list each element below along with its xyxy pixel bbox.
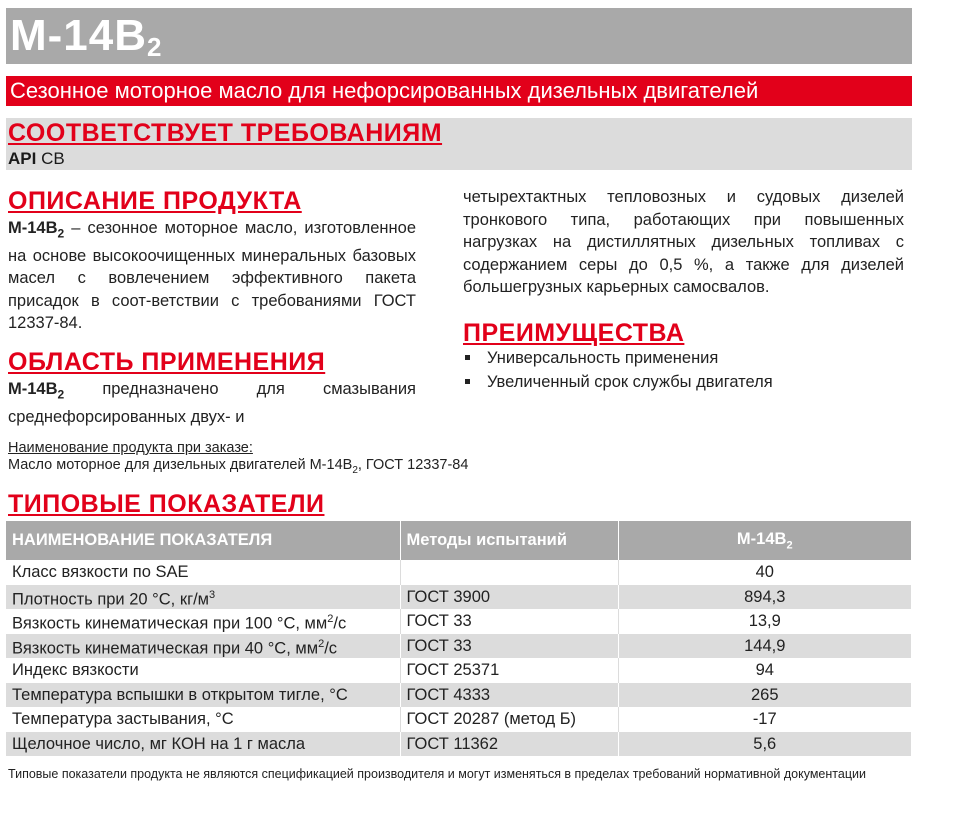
table-row [6, 585, 911, 610]
row-value: 5,6 [618, 732, 911, 757]
column-header-method: Методы испытаний [400, 521, 618, 560]
column-header-value: $М-14В_2$ [618, 521, 911, 560]
row-method [400, 560, 618, 585]
row-name: Температура застывания, °С [6, 707, 400, 732]
row-name: Класс вязкости по SAE [6, 560, 400, 585]
table-row [6, 609, 911, 634]
row-name: Индекс вязкости [6, 658, 400, 683]
table-row [6, 658, 911, 683]
advantages-heading: ПРЕИМУЩЕСТВА [463, 319, 685, 347]
row-name: Плотность при 20 °С, $кг/м^3$ [6, 585, 400, 610]
standard-prefix: API [8, 149, 37, 168]
product-subtitle: Сезонное моторное масло для нефорсированных дизельных двигателей [10, 78, 759, 103]
column-header-name: НАИМЕНОВАНИЕ ПОКАЗАТЕЛЯ [6, 521, 400, 560]
row-value: 144,9 [618, 634, 911, 659]
table-row [6, 732, 911, 757]
typical-heading: ТИПОВЫЕ ПОКАЗАТЕЛИ [8, 490, 325, 518]
row-method: ГОСТ 33 [400, 609, 618, 634]
application-text-left: $М-14В_2$ предназначено для смазывания среднефорсированных двух- и [8, 380, 416, 426]
row-value: 40 [618, 560, 911, 585]
row-method: ГОСТ 4333 [400, 683, 618, 708]
row-value: 265 [618, 683, 911, 708]
compliance-heading: СООТВЕТСТВУЕТ ТРЕБОВАНИЯМ [8, 119, 443, 147]
specs-table [6, 521, 911, 756]
row-method: ГОСТ 11362 [400, 732, 618, 757]
row-name: Вязкость кинематическая при 100 °С, $мм^2/с$ [6, 609, 400, 634]
order-text: Масло моторное для дизельных двигателей $М-14В_2$, ГОСТ 12337-84 [8, 457, 469, 476]
advantage-item: Универсальность применения [463, 346, 904, 370]
advantage-item: Увеличенный срок службы двигателя [463, 370, 904, 394]
product-title-subscript: 2 [147, 32, 163, 62]
row-method: ГОСТ 3900 [400, 585, 618, 610]
compliance-standard [8, 149, 65, 169]
row-method: ГОСТ 33 [400, 634, 618, 659]
description-text: $М-14В_2$ – сезонное моторное масло, изготовленное на основе высокоочищенных минеральных базовых масел с вовлечением эффективного пакета присадок в соот-ветствии с требованиями ГОСТ 12337-84. [8, 219, 416, 333]
standard-value: CB [41, 149, 65, 168]
row-value: 94 [618, 658, 911, 683]
table-row [6, 707, 911, 732]
table-header-row [6, 521, 911, 560]
row-name: Щелочное число, мг КОН на 1 г масла [6, 732, 400, 757]
advantages-list [463, 346, 904, 394]
table-row [6, 560, 911, 585]
row-name: Вязкость кинематическая при 40 °С, $мм^2/с$ [6, 634, 400, 659]
row-method: ГОСТ 25371 [400, 658, 618, 683]
application-heading: ОБЛАСТЬ ПРИМЕНЕНИЯ [8, 348, 326, 376]
table-row [6, 634, 911, 659]
application-product: $М-14В_2$ [8, 380, 65, 402]
footnote: Типовые показатели продукта не являются спецификацией производителя и могут изменяться в пределах требований нормативной документации [8, 767, 866, 781]
bullet-icon [465, 379, 470, 384]
row-value: 894,3 [618, 585, 911, 610]
order-label: Наименование продукта при заказе: [8, 440, 253, 456]
row-method: ГОСТ 20287 (метод Б) [400, 707, 618, 732]
bullet-icon [465, 355, 470, 360]
application-text-right: четырехтактных тепловозных и судовых дизелей тронкового типа, работающих при повышенных нагрузках на дистиллятных дизельных топливах с содержанием серы до 0,5 %, а также для дизелей большегрузных карьерных самосвалов. [463, 188, 904, 296]
row-name: Температура вспышки в открытом тигле, °С [6, 683, 400, 708]
row-value: 13,9 [618, 609, 911, 634]
product-title: $М-14В_2$ [10, 11, 163, 62]
row-value: -17 [618, 707, 911, 732]
description-product: $М-14В_2$ [8, 219, 65, 241]
description-heading: ОПИСАНИЕ ПРОДУКТА [8, 187, 302, 215]
table-row [6, 683, 911, 708]
